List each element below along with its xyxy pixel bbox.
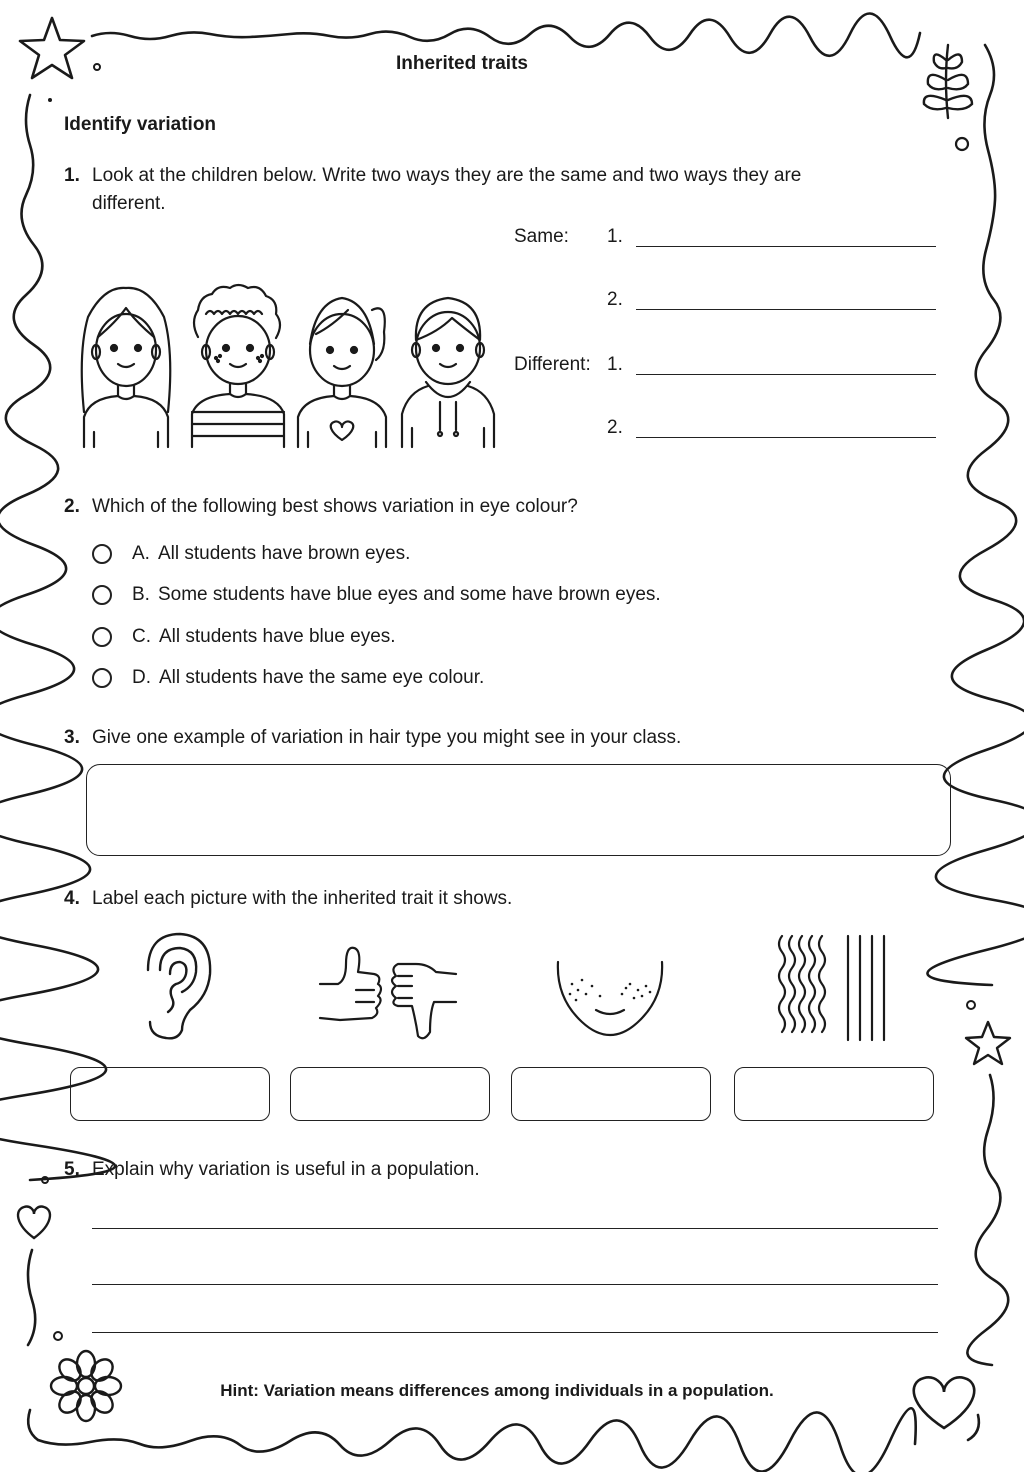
same-answer-line-2[interactable] [636, 309, 936, 310]
option-letter: D. [132, 667, 151, 688]
different-answer-line-2[interactable] [636, 437, 936, 438]
same-item-1-number: 1. [607, 226, 623, 247]
question-number: 5. [64, 1159, 80, 1180]
child-ponytail-icon [298, 298, 386, 447]
label-box-ear[interactable] [70, 1067, 270, 1121]
same-item-2-number: 2. [607, 289, 623, 310]
label-box-freckles[interactable] [511, 1067, 711, 1121]
question-2 [64, 493, 578, 521]
option-a[interactable] [92, 543, 410, 565]
question-text: Which of the following best shows variation in eye colour? [92, 496, 578, 517]
radio-circle[interactable] [92, 585, 112, 605]
heart-icon [18, 1207, 50, 1238]
different-item-2-number: 2. [607, 417, 623, 438]
option-letter: A. [132, 543, 150, 564]
freckles-chin-icon [552, 958, 668, 1044]
different-item-1-number: 1. [607, 354, 623, 375]
option-text: All students have brown eyes. [157, 543, 411, 564]
option-text: All students have the same eye colour. [159, 667, 485, 688]
label-box-hair[interactable] [734, 1067, 934, 1121]
question-text: Explain why variation is useful in a population. [92, 1159, 480, 1180]
question-3 [64, 724, 681, 752]
option-c[interactable] [92, 626, 396, 648]
hair-texture-icon [772, 932, 896, 1044]
writing-line-3[interactable] [92, 1332, 938, 1333]
question-number: 4. [64, 888, 80, 909]
child-long-hair-icon [82, 288, 171, 447]
question-4 [64, 885, 512, 913]
question-number: 2. [64, 496, 80, 517]
question-number: 1. [64, 165, 80, 186]
hint-text: Hint: Variation means differences among individuals in a population. [220, 1381, 774, 1400]
radio-circle[interactable] [92, 627, 112, 647]
different-answer-line-1[interactable] [636, 374, 936, 375]
option-text: Some students have blue eyes and some have brown eyes. [157, 584, 661, 605]
page-title: Inherited traits [396, 53, 528, 74]
option-letter: B. [132, 584, 150, 605]
children-illustration [76, 282, 496, 452]
question-5 [64, 1156, 480, 1184]
thumbs-icon [316, 942, 462, 1042]
question-text: Look at the children below. Write two ways they are the same and two ways they are different. [92, 165, 802, 214]
child-hoodie-icon [402, 298, 494, 447]
child-curly-hair-icon [192, 285, 284, 447]
option-text: All students have blue eyes. [159, 626, 396, 647]
label-box-thumbs[interactable] [290, 1067, 490, 1121]
writing-line-2[interactable] [92, 1284, 938, 1285]
different-label: Different: [514, 354, 591, 375]
star-icon [966, 1022, 1010, 1064]
question-text: Label each picture with the inherited trait it shows. [92, 888, 513, 909]
question-text: Give one example of variation in hair type you might see in your class. [92, 727, 682, 748]
option-d[interactable] [92, 667, 484, 689]
section-heading: Identify variation [64, 114, 217, 135]
option-b[interactable] [92, 584, 661, 606]
option-letter: C. [132, 626, 151, 647]
question-1 [64, 162, 824, 218]
writing-line-1[interactable] [92, 1228, 938, 1229]
same-answer-line-1[interactable] [636, 246, 936, 247]
same-label: Same: [514, 226, 569, 247]
question-number: 3. [64, 727, 80, 748]
radio-circle[interactable] [92, 668, 112, 688]
answer-box[interactable] [86, 764, 951, 856]
ear-icon [138, 930, 218, 1042]
radio-circle[interactable] [92, 544, 112, 564]
